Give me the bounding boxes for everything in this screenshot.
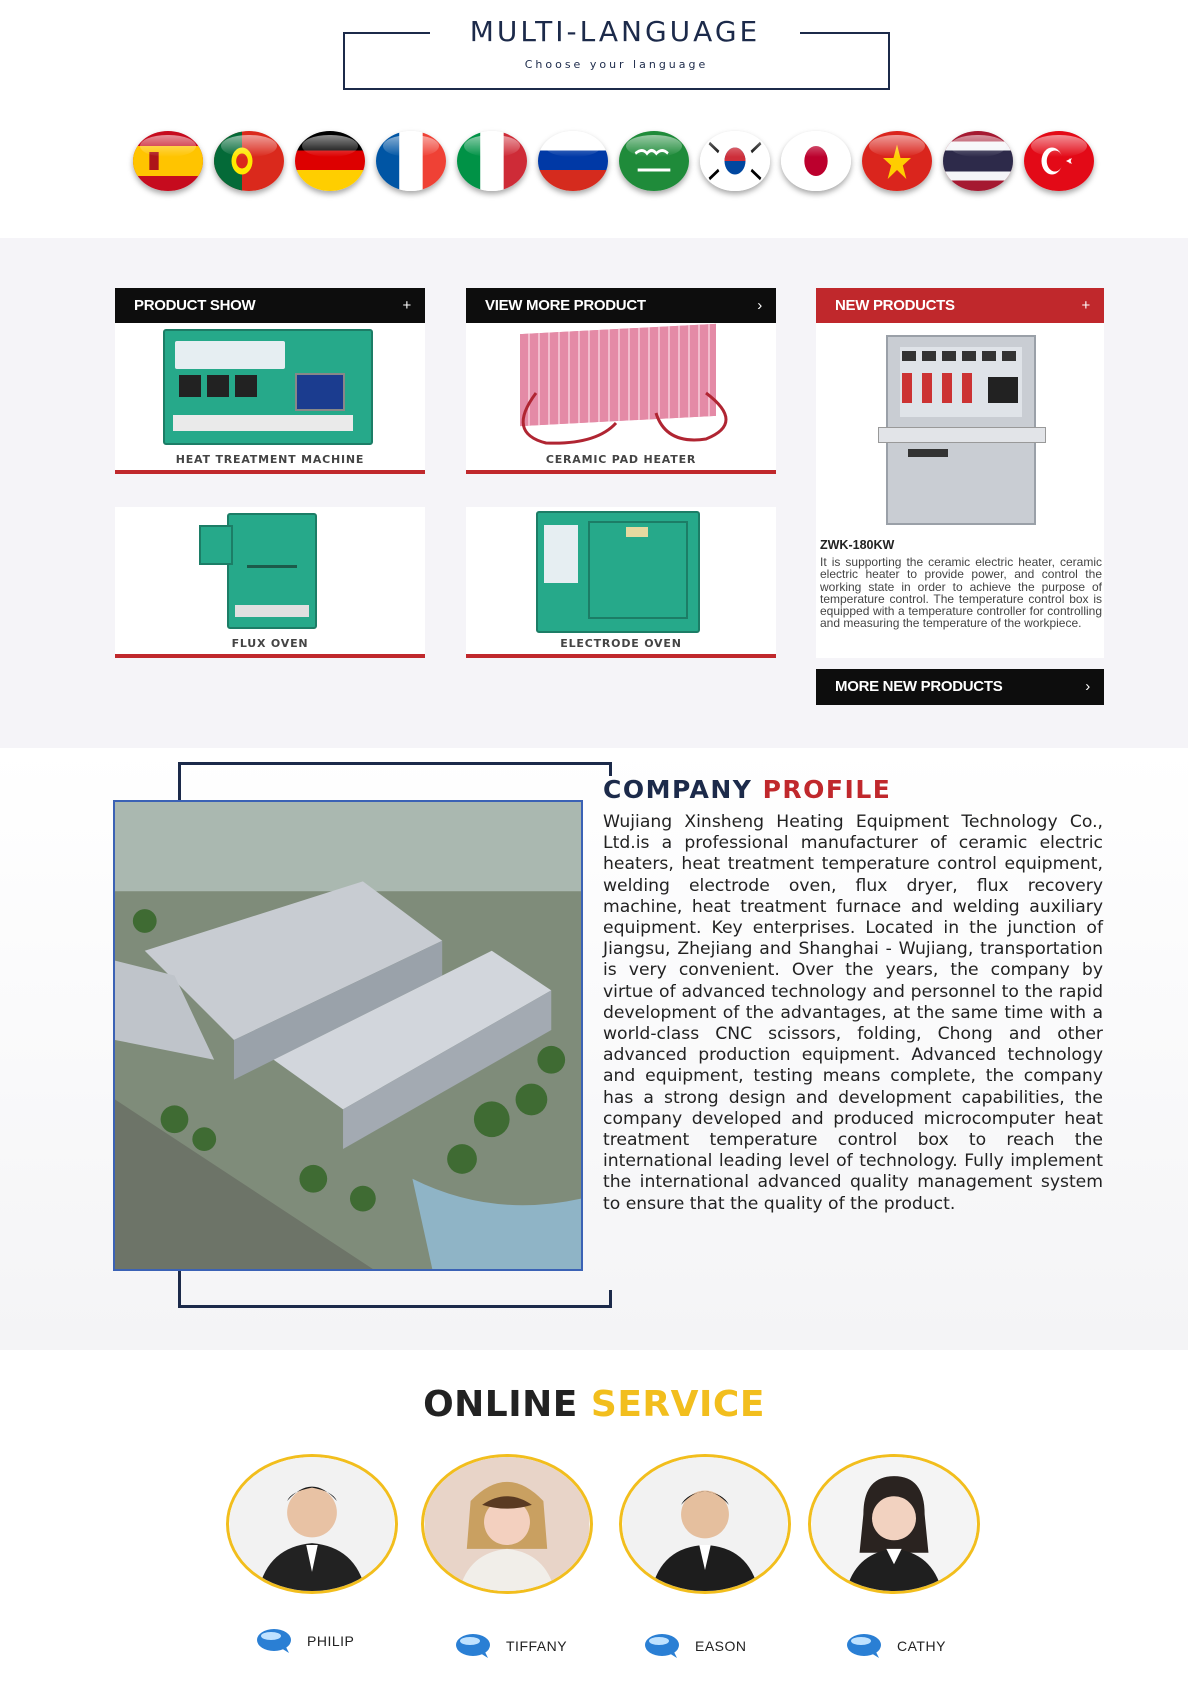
flag-germany-icon[interactable] bbox=[295, 131, 365, 191]
avatar[interactable] bbox=[619, 1454, 791, 1594]
flag-japan-icon[interactable] bbox=[781, 131, 851, 191]
plus-icon[interactable]: + bbox=[1081, 297, 1090, 314]
flux-oven-image bbox=[227, 513, 317, 629]
flag-vietnam-icon[interactable] bbox=[862, 131, 932, 191]
profile-title-main: COMPANY bbox=[603, 775, 753, 804]
agent-name: PHILIP bbox=[307, 1633, 355, 1649]
new-products-bar[interactable] bbox=[816, 288, 1104, 323]
language-title: MULTI-LANGUAGE bbox=[430, 14, 800, 50]
chat-bubble-icon bbox=[454, 1631, 492, 1659]
language-subtitle: Choose your language bbox=[524, 58, 709, 71]
flag-saudi-arabia-icon[interactable] bbox=[619, 131, 689, 191]
chevron-right-icon[interactable]: › bbox=[757, 297, 762, 314]
product-card-ceramic-pad-heater[interactable] bbox=[466, 323, 776, 474]
service-title-main: ONLINE bbox=[423, 1384, 578, 1425]
heat-treatment-machine-image bbox=[163, 329, 373, 445]
flag-thailand-icon[interactable] bbox=[943, 131, 1013, 191]
chat-bubble-icon bbox=[845, 1631, 883, 1659]
product-show-bar[interactable] bbox=[115, 288, 425, 323]
agent-name: CATHY bbox=[897, 1638, 946, 1654]
product-caption: ELECTRODE OVEN bbox=[560, 637, 682, 650]
profile-title-accent: PROFILE bbox=[762, 775, 892, 804]
avatar[interactable] bbox=[226, 1454, 398, 1594]
chevron-right-icon[interactable]: › bbox=[1085, 678, 1090, 695]
product-show-label: PRODUCT SHOW bbox=[134, 297, 256, 314]
flag-spain-icon[interactable] bbox=[133, 131, 203, 191]
heater-cable-icon bbox=[506, 383, 746, 453]
plus-icon[interactable]: + bbox=[402, 297, 411, 314]
profile-body-text: Wujiang Xinsheng Heating Equipment Technology Co., Ltd.is a professional manufacturer of ceramic electric heaters, heat treatment temperature control equipment, welding electrode oven, flux dryer, flux recovery machine, heat treatment furnace and welding auxiliary equipment. Key enterprises. Located in the junction of Jiangsu, Zhejiang and Shanghai - Wujiang, transportation is very convenient. Over the years, the company by virtue of advanced technology and personnel to the rapid development of the advantages, at the same time with a world-class CNC scissors, folding, Chong and other advanced production equipment. Advanced technology and equipment, testing means complete, the company has a strong design and development capabilities, the company developed and produced microcomputer heat treatment temperature control box to reach the international leading level of technology. Fully implement the international advanced quality management system to ensure that the quality of the product. bbox=[603, 812, 1103, 1214]
flag-france-icon[interactable] bbox=[376, 131, 446, 191]
electrode-oven-image bbox=[536, 511, 700, 633]
zwk-180kw-image bbox=[886, 335, 1036, 525]
agent-name: EASON bbox=[695, 1638, 747, 1654]
product-caption: HEAT TREATMENT MACHINE bbox=[175, 453, 365, 466]
flag-russia-icon[interactable] bbox=[538, 131, 608, 191]
more-new-products-button[interactable] bbox=[816, 669, 1104, 705]
product-card-electrode-oven[interactable] bbox=[466, 507, 776, 658]
new-products-label: NEW PRODUCTS bbox=[835, 297, 955, 314]
view-more-product-bar[interactable] bbox=[466, 288, 776, 323]
chat-bubble-icon bbox=[255, 1626, 293, 1654]
agent-name: TIFFANY bbox=[506, 1638, 568, 1654]
flag-italy-icon[interactable] bbox=[457, 131, 527, 191]
new-product-description: It is supporting the ceramic electric heater, ceramic electric heater to provide power, and control the working state in order to achieve the purpose of temperature control. The temperature control box is equipped with a temperature controller for controlling and measuring the temperature of the workpiece. bbox=[820, 555, 1102, 631]
chat-bubble-icon bbox=[643, 1631, 681, 1659]
new-product-name: ZWK-180KW bbox=[820, 538, 895, 552]
avatar[interactable] bbox=[421, 1454, 593, 1594]
profile-title bbox=[603, 775, 891, 804]
online-service-title bbox=[0, 1384, 1188, 1425]
service-title-accent: SERVICE bbox=[590, 1384, 765, 1425]
profile-frame-edge bbox=[609, 762, 612, 776]
product-card-heat-treatment-machine[interactable] bbox=[115, 323, 425, 474]
product-caption: CERAMIC PAD HEATER bbox=[545, 453, 697, 466]
profile-frame-edge bbox=[609, 1290, 612, 1308]
product-caption: FLUX OVEN bbox=[231, 637, 309, 650]
flag-portugal-icon[interactable] bbox=[214, 131, 284, 191]
flag-turkey-icon[interactable] bbox=[1024, 131, 1094, 191]
more-new-products-label: MORE NEW PRODUCTS bbox=[835, 678, 1003, 695]
factory-aerial-photo bbox=[113, 800, 583, 1271]
flag-south-korea-icon[interactable] bbox=[700, 131, 770, 191]
avatar[interactable] bbox=[808, 1454, 980, 1594]
product-card-flux-oven[interactable] bbox=[115, 507, 425, 658]
view-more-label: VIEW MORE PRODUCT bbox=[485, 297, 646, 314]
